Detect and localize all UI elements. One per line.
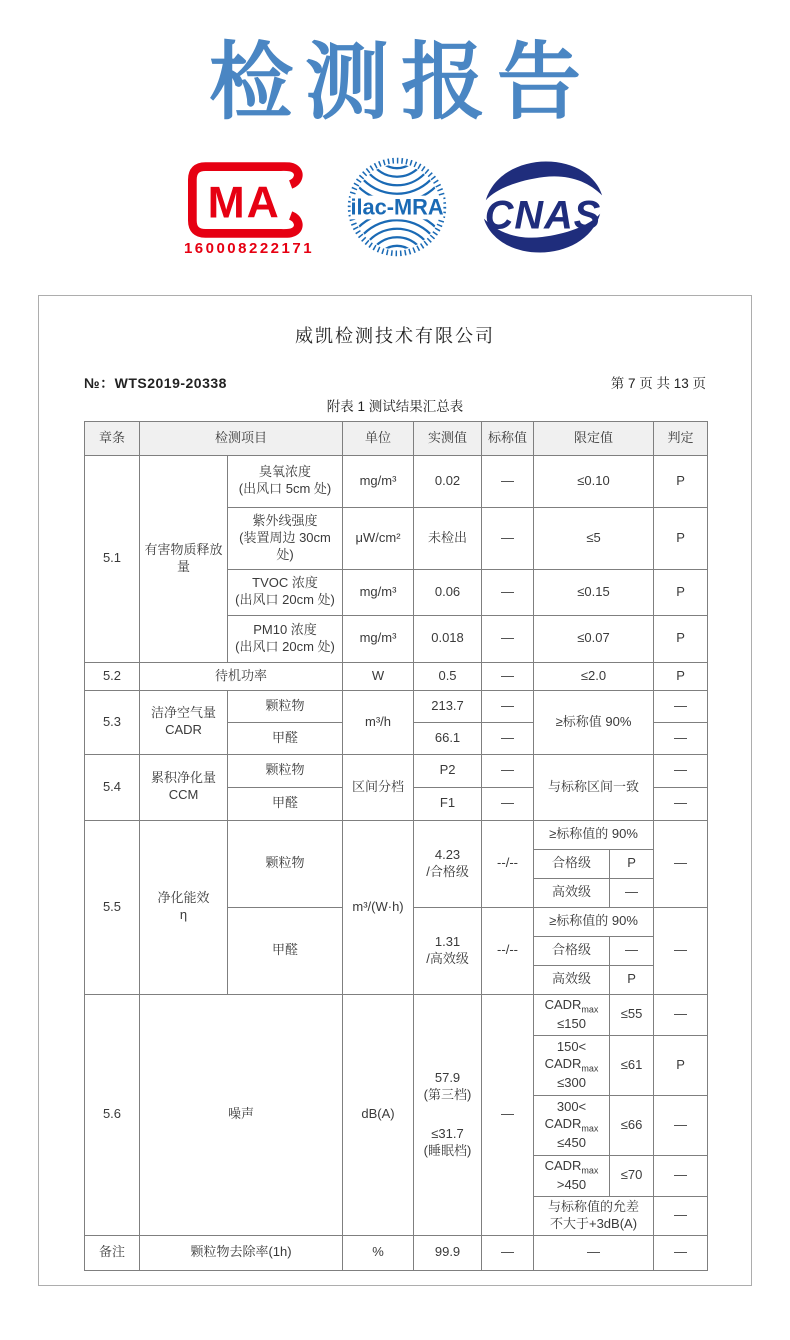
cell-judgment: — [654, 994, 708, 1035]
cnas-text: CNAS [484, 193, 602, 238]
group-sub: CCM [168, 787, 199, 803]
cell-section: 5.3 [85, 690, 140, 754]
cell-unit: μW/cm² [343, 507, 414, 569]
cell-unit: 区间分档 [343, 754, 414, 820]
cell-judgment: — [654, 1196, 708, 1235]
cell-limit: ≤0.15 [534, 569, 654, 615]
cell-group [140, 690, 228, 754]
certification-logos [0, 149, 790, 271]
cell-cadr-range [534, 1155, 610, 1196]
cma-frame-icon [188, 162, 310, 238]
cadr-label: $CADR_{max}$ [544, 1115, 599, 1134]
header-item: 检测项目 [140, 421, 343, 455]
cell-item: 甲醛 [228, 722, 343, 754]
cadr-bound: ≤150 [557, 1015, 586, 1031]
cell-tolerance [534, 1196, 654, 1235]
cell-nominal: — [482, 754, 534, 787]
cell-nominal: — [482, 455, 534, 507]
cell-measured: 213.7 [414, 690, 482, 722]
cell-grade-label: 高效级 [534, 878, 610, 907]
page-indicator: 第 7 页 共 13 页 [610, 375, 706, 391]
cell-item: 颗粒物 [228, 820, 343, 907]
cell-judgment: P [654, 507, 708, 569]
row-ccm-particles [85, 754, 708, 787]
tolerance-line2: 不大于+3dB(A) [549, 1215, 638, 1231]
item-note: (出风口 20cm 处) [235, 638, 335, 654]
cadr-label: $CADR_{max}$ [544, 1055, 599, 1074]
group-name: 累积净化量 [150, 770, 216, 786]
cell-judgment: P [654, 455, 708, 507]
cell-unit: dB(A) [343, 994, 414, 1235]
cell-group [140, 754, 228, 820]
cell-unit: W [343, 662, 414, 690]
cell-item: 甲醛 [228, 787, 343, 820]
cell-cadr-range [534, 1095, 610, 1155]
group-sub: CADR [165, 722, 202, 738]
cell-limit: — [534, 1235, 654, 1270]
cell-grade-label: 合格级 [534, 849, 610, 878]
cell-measured: 0.5 [414, 662, 482, 690]
cell-limit-head: ≥标称值的 90% [534, 907, 654, 936]
report-title: 检测报告 [208, 35, 593, 129]
cell-grade-result: — [610, 878, 654, 907]
cnas-logo [480, 159, 606, 260]
cell-section: 5.4 [85, 754, 140, 820]
ilac-mra-logo [344, 152, 450, 267]
cell-judgment: — [654, 690, 708, 722]
row-noise-band1 [85, 994, 708, 1035]
cell-nominal: — [482, 690, 534, 722]
cell-item [228, 507, 343, 569]
cell-limit: ≤55 [610, 994, 654, 1035]
cell-measured: 0.018 [414, 615, 482, 662]
cell-limit: ≤61 [610, 1035, 654, 1095]
cma-letters: MA [207, 178, 281, 228]
cell-nominal: — [482, 662, 534, 690]
tolerance-line1: 与标称值的允差 [548, 1199, 640, 1215]
cell-limit: ≤0.10 [534, 455, 654, 507]
cell-section: 5.6 [85, 994, 140, 1235]
cell-judgment: — [654, 722, 708, 754]
group-name: 净化能效 [157, 890, 210, 906]
cell-unit: m³/h [343, 690, 414, 754]
header-unit: 单位 [343, 421, 414, 455]
company-name: 威凯检测技术有限公司 [295, 325, 495, 346]
cell-measured: 未检出 [414, 507, 482, 569]
cnas-swoosh-icon [480, 159, 606, 255]
cell-judgment: P [654, 569, 708, 615]
cell-nominal: — [482, 1235, 534, 1270]
item-name: 臭氧浓度 [259, 464, 312, 480]
table-header-row [85, 421, 708, 455]
cell-item: 颗粒物 [228, 690, 343, 722]
cell-item [228, 455, 343, 507]
cell-grade-result: P [610, 849, 654, 878]
cell-item: 甲醛 [228, 907, 343, 994]
cadr-bound: ≤450 [557, 1134, 586, 1150]
cell-nominal: — [482, 994, 534, 1235]
cell-nominal: — [482, 615, 534, 662]
cell-judgment: — [654, 907, 708, 994]
cell-limit-head: ≥标称值的 90% [534, 820, 654, 849]
cell-section: 5.5 [85, 820, 140, 994]
cell-item [228, 615, 343, 662]
item-name: 紫外线强度 [252, 512, 318, 528]
cell-limit: ≤0.07 [534, 615, 654, 662]
row-remark [85, 1235, 708, 1270]
cell-unit: % [343, 1235, 414, 1270]
cell-unit: m³/(W·h) [343, 820, 414, 994]
cell-nominal: --/-- [482, 907, 534, 994]
row-cadr-particles [85, 690, 708, 722]
cell-limit: ≤5 [534, 507, 654, 569]
report-meta [84, 372, 706, 393]
ilac-stamp-icon [344, 152, 450, 262]
document-sheet [38, 295, 752, 1286]
item-name: PM10 浓度 [253, 621, 317, 637]
measured-grade: /合格级 [426, 863, 469, 879]
cadr-label: $CADR_{max}$ [544, 1157, 599, 1176]
report-number-value: WTS2019-20338 [114, 374, 227, 391]
cell-group: 有害物质释放量 [140, 455, 228, 662]
measured-value: 1.31 [434, 933, 461, 949]
item-note: (装置周边 30cm 处) [239, 529, 331, 562]
cell-grade-result: — [610, 936, 654, 965]
ilac-text: ilac-MRA [350, 194, 444, 220]
report-number [84, 373, 227, 393]
header-judgment: 判定 [654, 421, 708, 455]
cell-judgment: — [654, 1235, 708, 1270]
noise-measured-sleep-note: (睡眠档) [423, 1142, 472, 1158]
cell-limit: ≤66 [610, 1095, 654, 1155]
row-ozone [85, 455, 708, 507]
page [0, 34, 790, 1286]
spacer [417, 1104, 478, 1126]
cell-unit: mg/m³ [343, 455, 414, 507]
results-table [84, 421, 708, 1271]
cell-nominal: --/-- [482, 820, 534, 907]
cell-judgment: — [654, 1095, 708, 1155]
cell-section: 备注 [85, 1235, 140, 1270]
cadr-bound: ≤300 [557, 1074, 586, 1090]
noise-measured-max: 57.9 [434, 1069, 461, 1085]
cell-measured: 99.9 [414, 1235, 482, 1270]
cell-item: 噪声 [140, 994, 343, 1235]
cadr-lower: 150< [556, 1038, 587, 1054]
cadr-label: $CADR_{max}$ [544, 996, 599, 1015]
cell-judgment: — [654, 754, 708, 787]
cell-judgment: P [654, 615, 708, 662]
cell-measured: F1 [414, 787, 482, 820]
cell-item: 颗粒物 [228, 754, 343, 787]
cadr-lower: 300< [556, 1098, 587, 1114]
cell-limit: ≤70 [610, 1155, 654, 1196]
cell-section: 5.1 [85, 455, 140, 662]
cell-cadr-range [534, 1035, 610, 1095]
cell-judgment: — [654, 787, 708, 820]
cell-unit: mg/m³ [343, 615, 414, 662]
cell-grade-label: 合格级 [534, 936, 610, 965]
cell-judgment: — [654, 820, 708, 907]
cell-group [140, 820, 228, 994]
report-number-label: №： [84, 374, 115, 391]
cell-judgment: — [654, 1155, 708, 1196]
cma-number: 160008222171 [183, 240, 315, 258]
item-note: (出风口 5cm 处) [238, 481, 332, 497]
header-section: 章条 [85, 421, 140, 455]
cma-logo [184, 162, 314, 257]
cell-nominal: — [482, 787, 534, 820]
cell-limit: ≤2.0 [534, 662, 654, 690]
cell-item [228, 569, 343, 615]
cell-limit: ≥标称值 90% [534, 690, 654, 754]
noise-measured-sleep: ≤31.7 [431, 1125, 464, 1141]
measured-grade: /高效级 [426, 950, 469, 966]
header-limit: 限定值 [534, 421, 654, 455]
item-name: TVOC 浓度 [252, 575, 318, 591]
cell-nominal: — [482, 722, 534, 754]
cell-grade-label: 高效级 [534, 965, 610, 994]
header-measured: 实测值 [414, 421, 482, 455]
row-efficiency-particles [85, 820, 708, 849]
cell-measured: 66.1 [414, 722, 482, 754]
cell-measured: P2 [414, 754, 482, 787]
cell-unit: mg/m³ [343, 569, 414, 615]
cell-nominal: — [482, 569, 534, 615]
cell-judgment: P [654, 662, 708, 690]
header-nominal: 标称值 [482, 421, 534, 455]
cell-measured [414, 820, 482, 907]
cell-measured: 0.02 [414, 455, 482, 507]
row-standby-power [85, 662, 708, 690]
cadr-bound: >450 [556, 1177, 587, 1193]
cell-item: 颗粒物去除率(1h) [140, 1235, 343, 1270]
noise-measured-max-note: (第三档) [423, 1086, 472, 1102]
cell-cadr-range [534, 994, 610, 1035]
cell-measured [414, 994, 482, 1235]
table-title: 附表 1 测试结果汇总表 [326, 398, 464, 414]
item-note: (出风口 20cm 处) [235, 592, 335, 608]
cell-section: 5.2 [85, 662, 140, 690]
cell-grade-result: P [610, 965, 654, 994]
cell-item: 待机功率 [140, 662, 343, 690]
measured-value: 4.23 [434, 846, 461, 862]
cell-nominal: — [482, 507, 534, 569]
cell-measured [414, 907, 482, 994]
cell-measured: 0.06 [414, 569, 482, 615]
group-sub: η [179, 907, 188, 923]
group-name: 洁净空气量 [150, 705, 216, 721]
cell-judgment: P [654, 1035, 708, 1095]
cell-limit: 与标称区间一致 [534, 754, 654, 820]
